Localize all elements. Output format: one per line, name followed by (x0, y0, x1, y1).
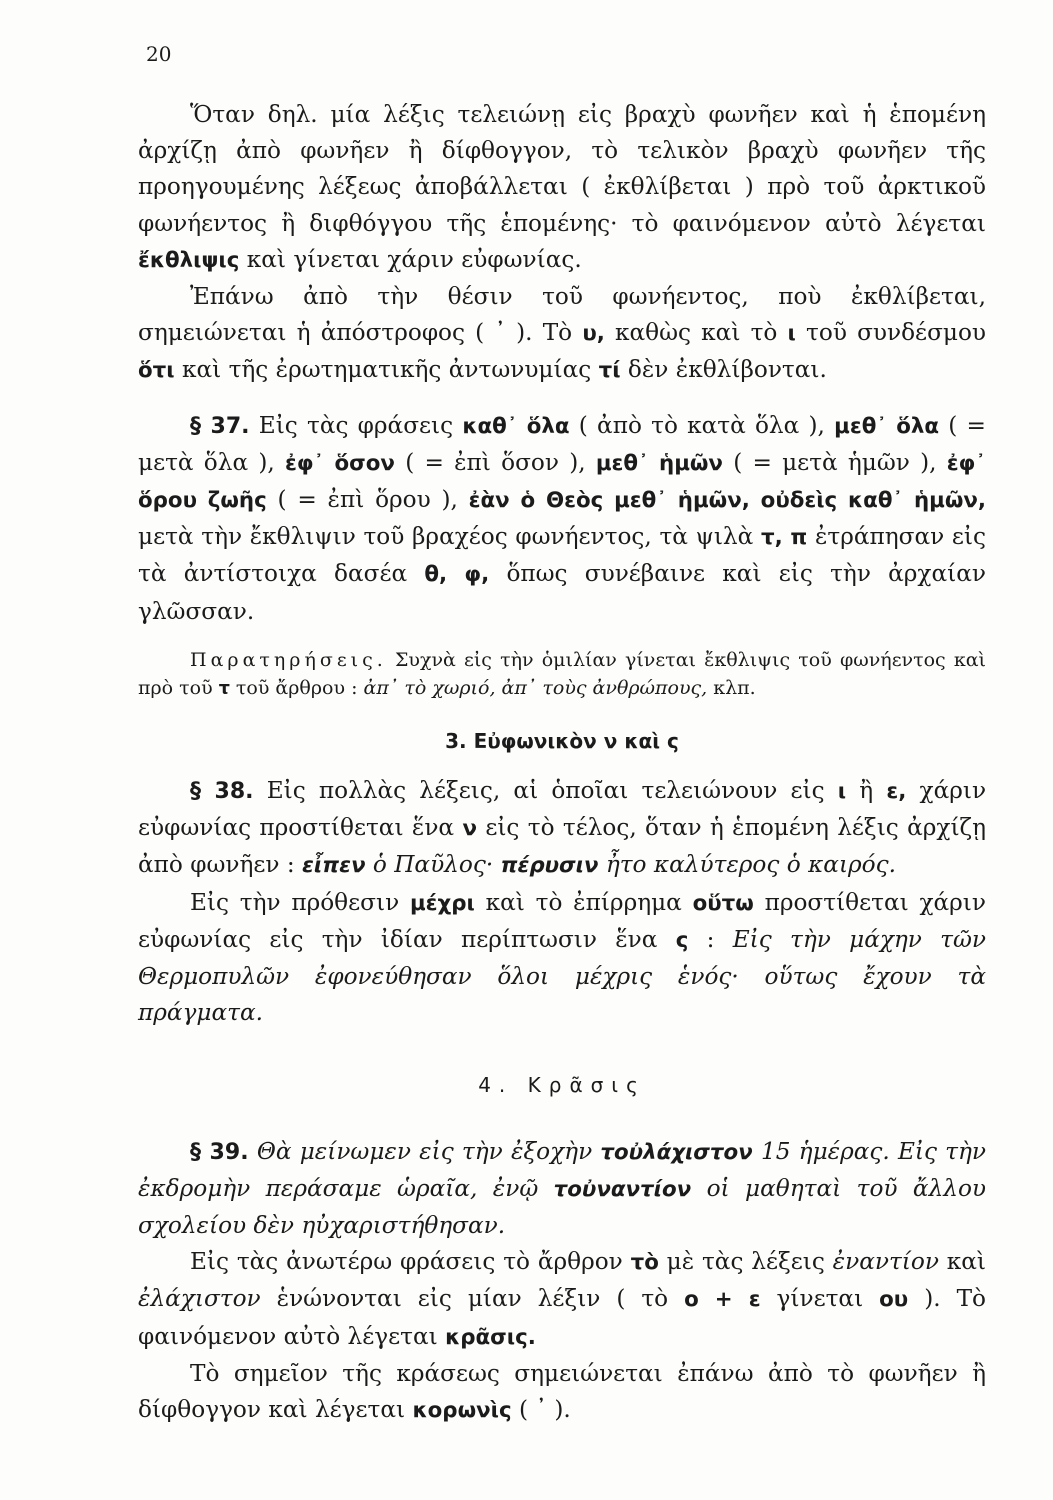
term-ekthlipsis: ἔκθλιψις (138, 247, 240, 273)
note-label: Παρατηρήσεις. (190, 648, 387, 671)
heading-krasis: 4. Κρᾶσις (478, 1073, 646, 1098)
page-number: 20 (146, 42, 172, 66)
heading-euphonic-n-s: 3. Εὐφωνικὸν ν καὶ ς (445, 728, 679, 753)
paragraph-elision-definition: Ὅταν δηλ. μία λέξις τελειώνῃ εἰς βραχὺ φωνῆεν καὶ ἡ ἑπομένη ἀρχίζῃ ἀπὸ φωνῆεν ἢ δίφθογγον, τὸ τελικὸν βραχὺ φωνῆεν τῆς προηγουμένης λέξεως ἀποβάλλεται ( ἐκθλίβεται ) πρὸ τοῦ ἀρκτικοῦ φωνήεντος ἢ διφθόγγου τῆς ἑπομένης· τὸ φαινόμενον αὐτὸ λέγεται ἔκθλιψις καὶ γίνεται χάριν εὐφωνίας. (138, 101, 986, 273)
section-number-37: § 37. (190, 413, 250, 439)
note-observations: Παρατηρήσεις. Συχνὰ εἰς τὴν ὁμιλίαν γίνεται ἔκθλιψις τοῦ φωνήεντος καὶ πρὸ τοῦ τ τοῦ ἄρθρου : ἀπ᾿ τὸ χωριό, ἀπ᾿ τοὺς ἀνθρώπους, κλπ. (138, 648, 986, 699)
section-number-38: § 38. (190, 779, 254, 805)
paragraph-koronis: Τὸ σημεῖον τῆς κράσεως σημειώνεται ἐπάνω ἀπὸ τὸ φωνῆεν ἢ δίφθογγον καὶ λέγεται κορωνὶς ( ᾿ ). (138, 1359, 986, 1424)
page-body (138, 97, 986, 1429)
paragraph-mechri-houto: Εἰς τὴν πρόθεσιν μέχρι καὶ τὸ ἐπίρρημα οὕτω προστίθεται χάριν εὐφωνίας εἰς τὴν ἰδίαν περίπτωσιν ἕνα ς : Εἰς τὴν μάχην τῶν Θερμοπυλῶν ἐφονεύθησαν ὅλοι μέχρις ἑνός· οὕτως ἔχουν τὰ πράγματα. (138, 888, 986, 1027)
paragraph-section-39: § 39. Θὰ μείνωμεν εἰς τὴν ἐξοχὴν τοὐλάχιστον 15 ἡμέρας. Εἰς τὴν ἐκδρομὴν περάσαμε ὡραῖα, ἐνῷ τοὐναντίον οἱ μαθηταὶ τοῦ ἄλλου σχολείου δὲν ηὐχαριστήθησαν. (138, 1137, 987, 1240)
paragraph-section-37: § 37. Εἰς τὰς φράσεις καθ᾿ ὅλα ( ἀπὸ τὸ κατὰ ὅλα ), μεθ᾿ ὅλα ( = μετὰ ὅλα ), ἐφ᾿ ὅσον ( = ἐπὶ ὅσον ), μεθ᾿ ἡμῶν ( = μετὰ ἡμῶν ), ἐφ᾿ ὅρου ζωῆς ( = ἐπὶ ὅρου ), ἐὰν ὁ Θεὸς μεθ᾿ ἡμῶν, οὐδεὶς καθ᾿ ἡμῶν, μετὰ τὴν ἔκθλιψιν τοῦ βραχέος φωνήεντος, τὰ ψιλὰ τ, π ἐτράπησαν εἰς τὰ ἀντίστοιχα δασέα θ, φ, ὅπως συνέβαινε καὶ εἰς τὴν ἀρχαίαν γλῶσσαν. (138, 411, 987, 625)
paragraph-krasis-explanation: Εἰς τὰς ἀνωτέρω φράσεις τὸ ἄρθρον τὸ μὲ τὰς λέξεις ἐναντίον καὶ ἐλάχιστον ἑνώνονται εἰς μίαν λέξιν ( τὸ ο + ε γίνεται ου ). Τὸ φαινόμενον αὐτὸ λέγεται κρᾶσις. (138, 1248, 986, 1350)
term-krasis: κρᾶσις. (445, 1324, 536, 1350)
section-number-39: § 39. (190, 1139, 249, 1165)
paragraph-section-38: § 38. Εἰς πολλὰς λέξεις, αἱ ὁποῖαι τελειώνουν εἰς ι ἢ ε, χάριν εὐφωνίας προστίθεται ἕνα ν εἰς τὸ τέλος, ὅταν ἡ ἑπομένη λέξις ἀρχίζῃ ἀπὸ φωνῆεν : εἶπεν ὁ Παῦλος· πέρυσιν ἦτο καλύτερος ὁ καιρός. (138, 777, 987, 879)
term-koronis: κορωνὶς (412, 1398, 512, 1424)
paragraph-apostrophe: Ἐπάνω ἀπὸ τὴν θέσιν τοῦ φωνήεντος, ποὺ ἐκθλίβεται, σημειώνεται ἡ ἀπόστροφος ( ᾿ ). Τὸ υ, καθὼς καὶ τὸ ι τοῦ συνδέσμου ὅτι καὶ τῆς ἐρωτηματικῆς ἀντωνυμίας τί δὲν ἐκθλίβονται. (138, 283, 987, 384)
